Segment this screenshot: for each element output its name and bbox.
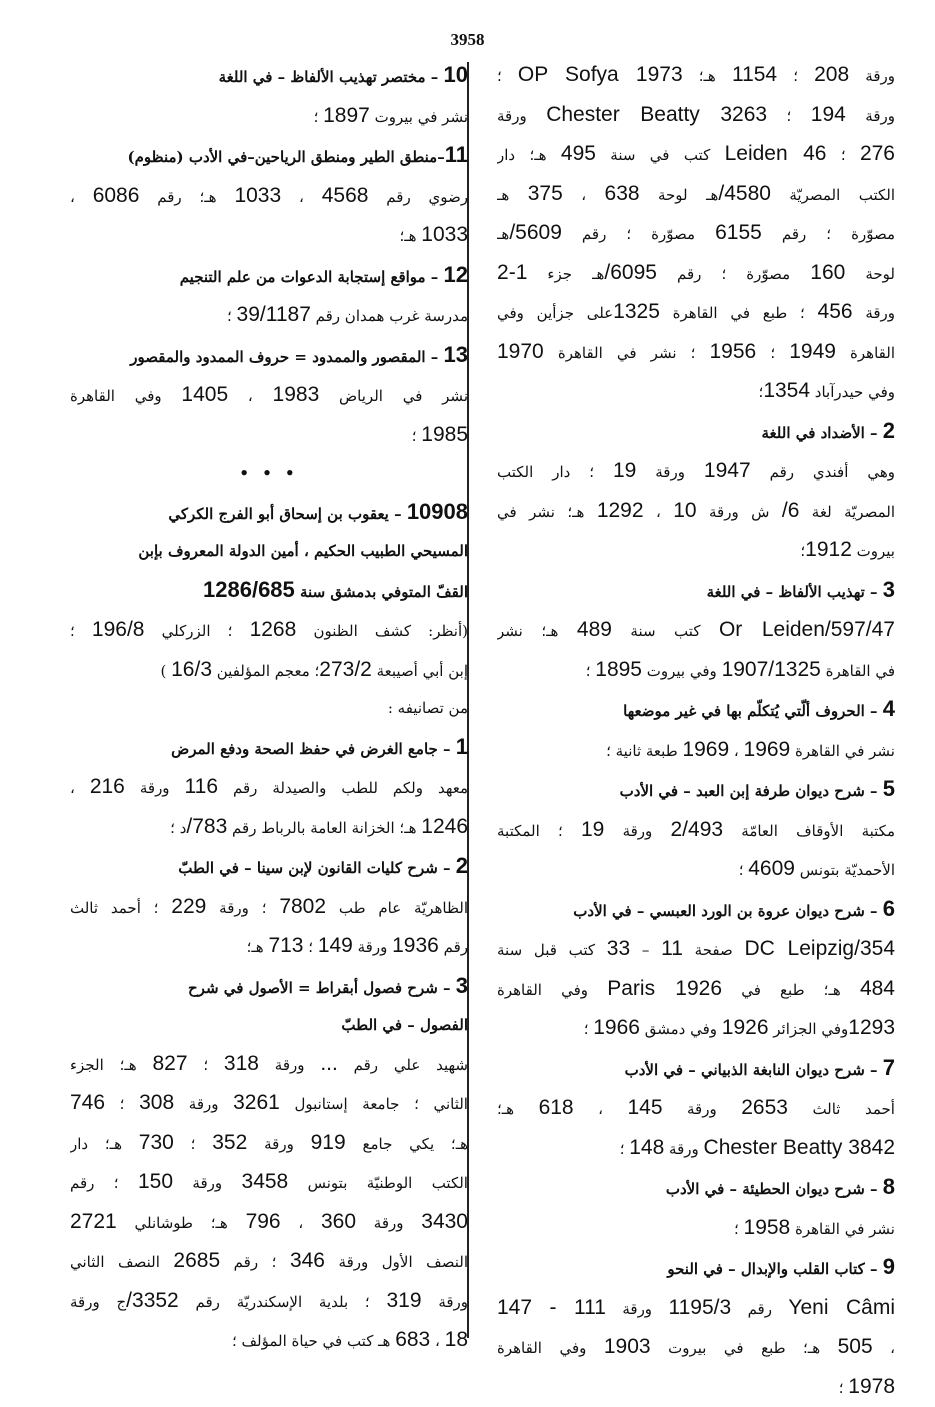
text-line: 1246 هـ؛ الخزانة العامة بالرباط رقم 783/د ؛ — [70, 808, 468, 848]
text-line: 3430 ورقة 360 ، 796 هـ؛ طوشانلي 2721 — [70, 1203, 468, 1243]
text-line: نشر في بيروت 1897 ؛ — [70, 97, 468, 137]
text-line: في القاهرة 1907/1325 وفي بيروت 1895 ؛ — [497, 651, 895, 691]
text-line: نشر في الرياض 1983 ، 1405 وفي القاهرة — [70, 376, 468, 416]
text-line: وفي حيدرآباد 1354؛ — [497, 372, 895, 412]
entry-heading: المسيحي الطبيب الحكيم ، أمين الدولة المعروف بإبن — [70, 533, 468, 571]
entry-heading: القفّ المتوفي بدمشق سنة 1286/685 — [70, 571, 468, 612]
entry-heading: 3 – تهذيب الألفاظ – في اللغة — [497, 571, 895, 612]
text-line: نشر في القاهرة 1969 ، 1969 طبعة ثانية ؛ — [497, 731, 895, 771]
text-line: شهيد علي رقم ... ورقة 318 ؛ 827 هـ؛ الجزء — [70, 1045, 468, 1085]
entry-heading: 10908 – يعقوب بن إسحاق أبو الفرج الكركي — [70, 493, 468, 534]
text-line: 276 ؛ 46 Leiden كتب في سنة 495 هـ؛ دار — [497, 135, 895, 175]
text-line: 1033 هـ؛ — [70, 216, 468, 256]
entry-heading: 3 – شرح فصول أبقراط = الأصول في شرح — [70, 967, 468, 1008]
text-line: مكتبة الأوقاف العامّة 2/493 ورقة 19 ؛ المكتبة — [497, 811, 895, 851]
text-line: 1985 ؛ — [70, 416, 468, 456]
text-line: بيروت 1912؛ — [497, 531, 895, 571]
entry-heading: 2 – الأضداد في اللغة — [497, 412, 895, 453]
entry-heading: 6 – شرح ديوان عروة بن الورد العبسي – في الأدب — [497, 890, 895, 931]
page-number: 3958 — [0, 30, 935, 50]
text-line: 3842 Chester Beatty ورقة 148 ؛ — [497, 1129, 895, 1169]
text-line: الثاني ؛ جامعة إستانبول 3261 ورقة 308 ؛ 746 — [70, 1084, 468, 1124]
text-line: أحمد ثالث 2653 ورقة 145 ، 618 هـ؛ — [497, 1089, 895, 1129]
text-line: Yeni Câmi رقم 1195/3 ورقة 111 - 147 — [497, 1289, 895, 1329]
entry-heading: 12 – مواقع إستجابة الدعوات من علم التنجيم — [70, 256, 468, 297]
entry-heading: 9 – كتاب القلب والإبدال – في النحو — [497, 1248, 895, 1289]
right-column — [497, 56, 895, 1407]
entry-heading: 5 – شرح ديوان طرفة إبن العبد – في الأدب — [497, 770, 895, 811]
text-line: 597/47/Or Leiden كتب سنة 489 هـ؛ نشر — [497, 611, 895, 651]
text-line: وهي أفندي رقم 1947 ورقة 19 ؛ دار الكتب — [497, 452, 895, 492]
entry-heading: 10 – مختصر تهذيب الألفاظ – في اللغة — [70, 56, 468, 97]
text-line: الكتب المصريّة 4580/هـ لوحة 638 ، 375 هـ — [497, 175, 895, 215]
text-line: 354/DC Leipzig صفحة 11 – 33 كتب قبل سنة — [497, 930, 895, 970]
entry-heading: 2 – شرح كليات القانون لإبن سينا – في الطبّ — [70, 847, 468, 888]
text-line: 484 هـ؛ طبع في Paris 1926 وفي القاهرة — [497, 970, 895, 1010]
text-line: النصف الأول ورقة 346 ؛ رقم 2685 النصف الثاني — [70, 1242, 468, 1282]
entry-heading: 8 – شرح ديوان الحطيئة – في الأدب — [497, 1168, 895, 1209]
entry-heading: 1 – جامع الغرض في حفظ الصحة ودفع المرض — [70, 728, 468, 769]
text-line: الظاهريّة عام طب 7802 ؛ ورقة 229 ؛ أحمد ثالث — [70, 888, 468, 928]
entry-heading: 11–منطق الطير ومنطق الرياحين–في الأدب (منظوم) — [70, 136, 468, 177]
text-line: ، 505 هـ؛ طبع في بيروت 1903 وفي القاهرة — [497, 1328, 895, 1368]
text-line: 18 ، 683 هـ كتب في حياة المؤلف ؛ — [70, 1321, 468, 1361]
text-line: رقم 1936 ورقة 149 ؛ 713 هـ؛ — [70, 927, 468, 967]
text-line: ورقة 208 ؛ 1154 هـ؛ 1973 OP Sofya ؛ — [497, 56, 895, 96]
text-line: من تصانيفه : — [70, 690, 468, 728]
text-line: (أنظر: كشف الظنون 1268 ؛ الزركلي 196/8 ؛ — [70, 611, 468, 651]
entry-heading: 4 – الحروف ألّتي يُتكلّم بها في غير موضعها — [497, 690, 895, 731]
entry-heading: 13 – المقصور والممدود = حروف الممدود والمقصور — [70, 336, 468, 377]
text-line: المصريّة لغة 6/ ش ورقة 10 ، 1292 هـ؛ نشر في — [497, 492, 895, 532]
text-line: إبن أبي أصيبعة 273/2؛ معجم المؤلفين 16/3 ) — [70, 651, 468, 691]
text-line: ورقة 319 ؛ بلدية الإسكندريّة رقم 3352/ج ورقة — [70, 1282, 468, 1322]
text-line: الكتب الوطنيّة بتونس 3458 ورقة 150 ؛ رقم — [70, 1163, 468, 1203]
text-line: رضوي رقم 4568 ، 1033 هـ؛ رقم 6086 ، — [70, 177, 468, 217]
text-line: نشر في القاهرة 1958 ؛ — [497, 1209, 895, 1249]
left-column — [70, 56, 468, 1361]
text-line: 1978 ؛ — [497, 1368, 895, 1407]
text-line: القاهرة 1949 ؛ 1956 ؛ نشر في القاهرة 1970 — [497, 333, 895, 373]
text-line: ورقة 194 ؛ 3263 Chester Beatty ورقة — [497, 96, 895, 136]
entry-heading: الفصول – في الطبّ — [70, 1007, 468, 1045]
text-line: لوحة 160 مصوّرة ؛ رقم 6095/هـ جزء 1-2 — [497, 254, 895, 294]
text-line: الأحمديّة بتونس 4609 ؛ — [497, 850, 895, 890]
text-line: مدرسة غرب همدان رقم 39/1187 ؛ — [70, 296, 468, 336]
text-line: 1293وفي الجزائر 1926 وفي دمشق 1966 ؛ — [497, 1009, 895, 1049]
text-line: معهد ولكم للطب والصيدلة رقم 116 ورقة 216 ، — [70, 768, 468, 808]
text-line: هـ؛ يكي جامع 919 ورقة 352 ؛ 730 هـ؛ دار — [70, 1124, 468, 1164]
text-line: مصوّرة ؛ رقم 6155 مصوّرة ؛ رقم 5609/هـ — [497, 214, 895, 254]
separator-dots: • • • — [70, 455, 468, 493]
entry-heading: 7 – شرح ديوان النابغة الذبياني – في الأدب — [497, 1049, 895, 1090]
text-line: ورقة 456 ؛ طبع في القاهرة 1325على جزأين وفي — [497, 293, 895, 333]
